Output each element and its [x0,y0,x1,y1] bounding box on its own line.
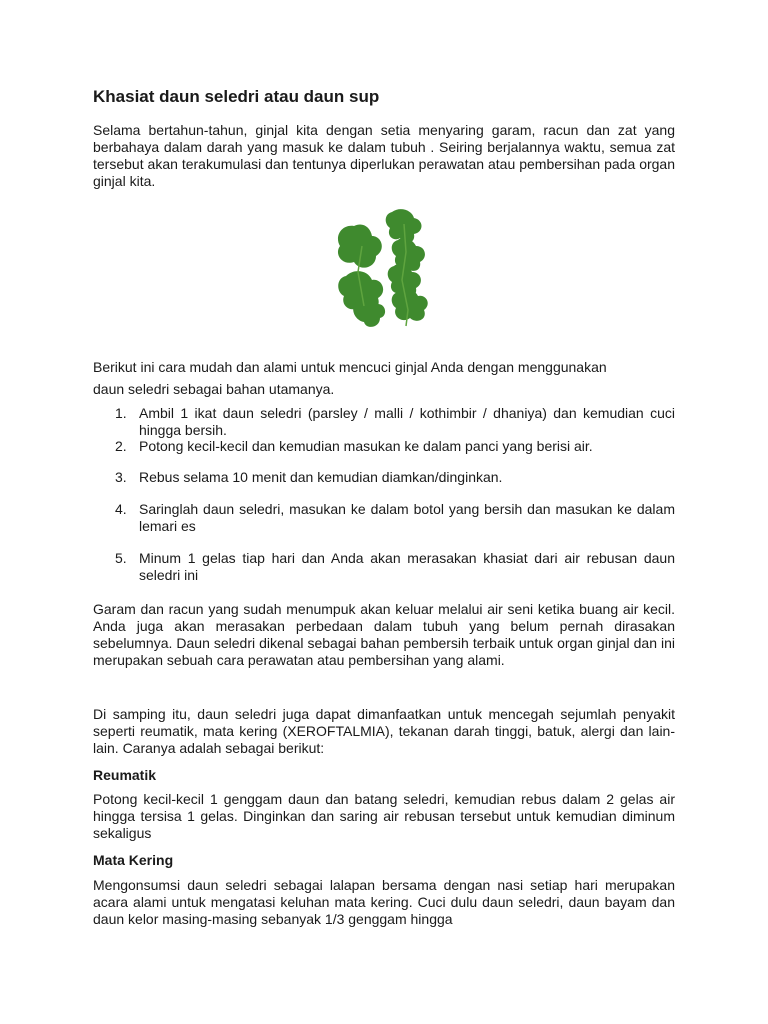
intro-paragraph: Selama bertahun-tahun, ginjal kita dengan setia menyaring garam, racun dan zat yang berbahaya dalam darah yang masuk ke dalam tubuh . Seiring berjalannya waktu, semua zat tersebut akan terakumulasi dan tentunya diperlukan perawatan atau pembersihan pada organ ginjal kita. [93,122,675,189]
other-uses-paragraph: Di samping itu, daun seledri juga dapat dimanfaatkan untuk mencegah sejumlah penyakit seperti reumatik, mata kering (XEROFTALMIA), tekanan darah tinggi, batuk, alergi dan lain-lain. Caranya adalah sebagai berikut: [93,706,675,756]
section-heading-reumatik: Reumatik [93,767,157,783]
lead-in-line-2: daun seledri sebagai bahan utamanya. [93,381,335,397]
list-item-text: Ambil 1 ikat daun seledri (parsley / malli / kothimbir / dhaniya) dan kemudian cuci hingga bersih. [139,405,675,438]
result-paragraph: Garam dan racun yang sudah menumpuk akan keluar melalui air seni ketika buang air kecil. Anda juga akan merasakan perbedaan dalam tubuh yang belum pernah dirasakan sebelumnya. Daun seledri dikenal sebagai bahan pembersih terbaik untuk organ ginjal dan ini merupakan sebuah cara perawatan atau pembersihan yang alami. [93,601,675,668]
list-item-number: 1. [115,405,127,421]
list-item-text: Saringlah daun seledri, masukan ke dalam botol yang bersih dan masukan ke dalam lemari es [139,501,675,534]
section-heading-mata-kering: Mata Kering [93,852,174,868]
list-item-text: Potong kecil-kecil dan kemudian masukan ke dalam panci yang berisi air. [139,438,593,454]
list-item-number: 3. [115,469,127,485]
list-item-text: Minum 1 gelas tiap hari dan Anda akan merasakan khasiat dari air rebusan daun seledri ini [139,550,675,583]
steps-list [93,405,675,585]
section-text-reumatik: Potong kecil-kecil 1 genggam daun dan batang seledri, kemudian rebus dalam 2 gelas air hingga tersisa 1 gelas. Dinginkan dan saring air rebusan tersebut untuk kemudian diminum sekaligus [93,791,675,841]
coriander-leaves-illustration [332,206,440,330]
list-item-text: Rebus selama 10 menit dan kemudian diamkan/dinginkan. [139,469,503,485]
lead-in-line-1: Berikut ini cara mudah dan alami untuk mencuci ginjal Anda dengan menggunakan [93,359,607,375]
list-item-number: 4. [115,501,127,517]
document-title: Khasiat daun seledri atau daun sup [93,87,380,106]
list-item-number: 5. [115,550,127,566]
coriander-leaves-icon [332,206,440,330]
section-text-mata-kering: Mengonsumsi daun seledri sebagai lalapan bersama dengan nasi setiap hari merupakan acara alami untuk mengatasi keluhan mata kering. Cuci dulu daun seledri, daun bayam dan daun kelor masing-masing sebanyak 1/3 genggam hingga [93,877,675,927]
list-item-number: 2. [115,438,127,454]
